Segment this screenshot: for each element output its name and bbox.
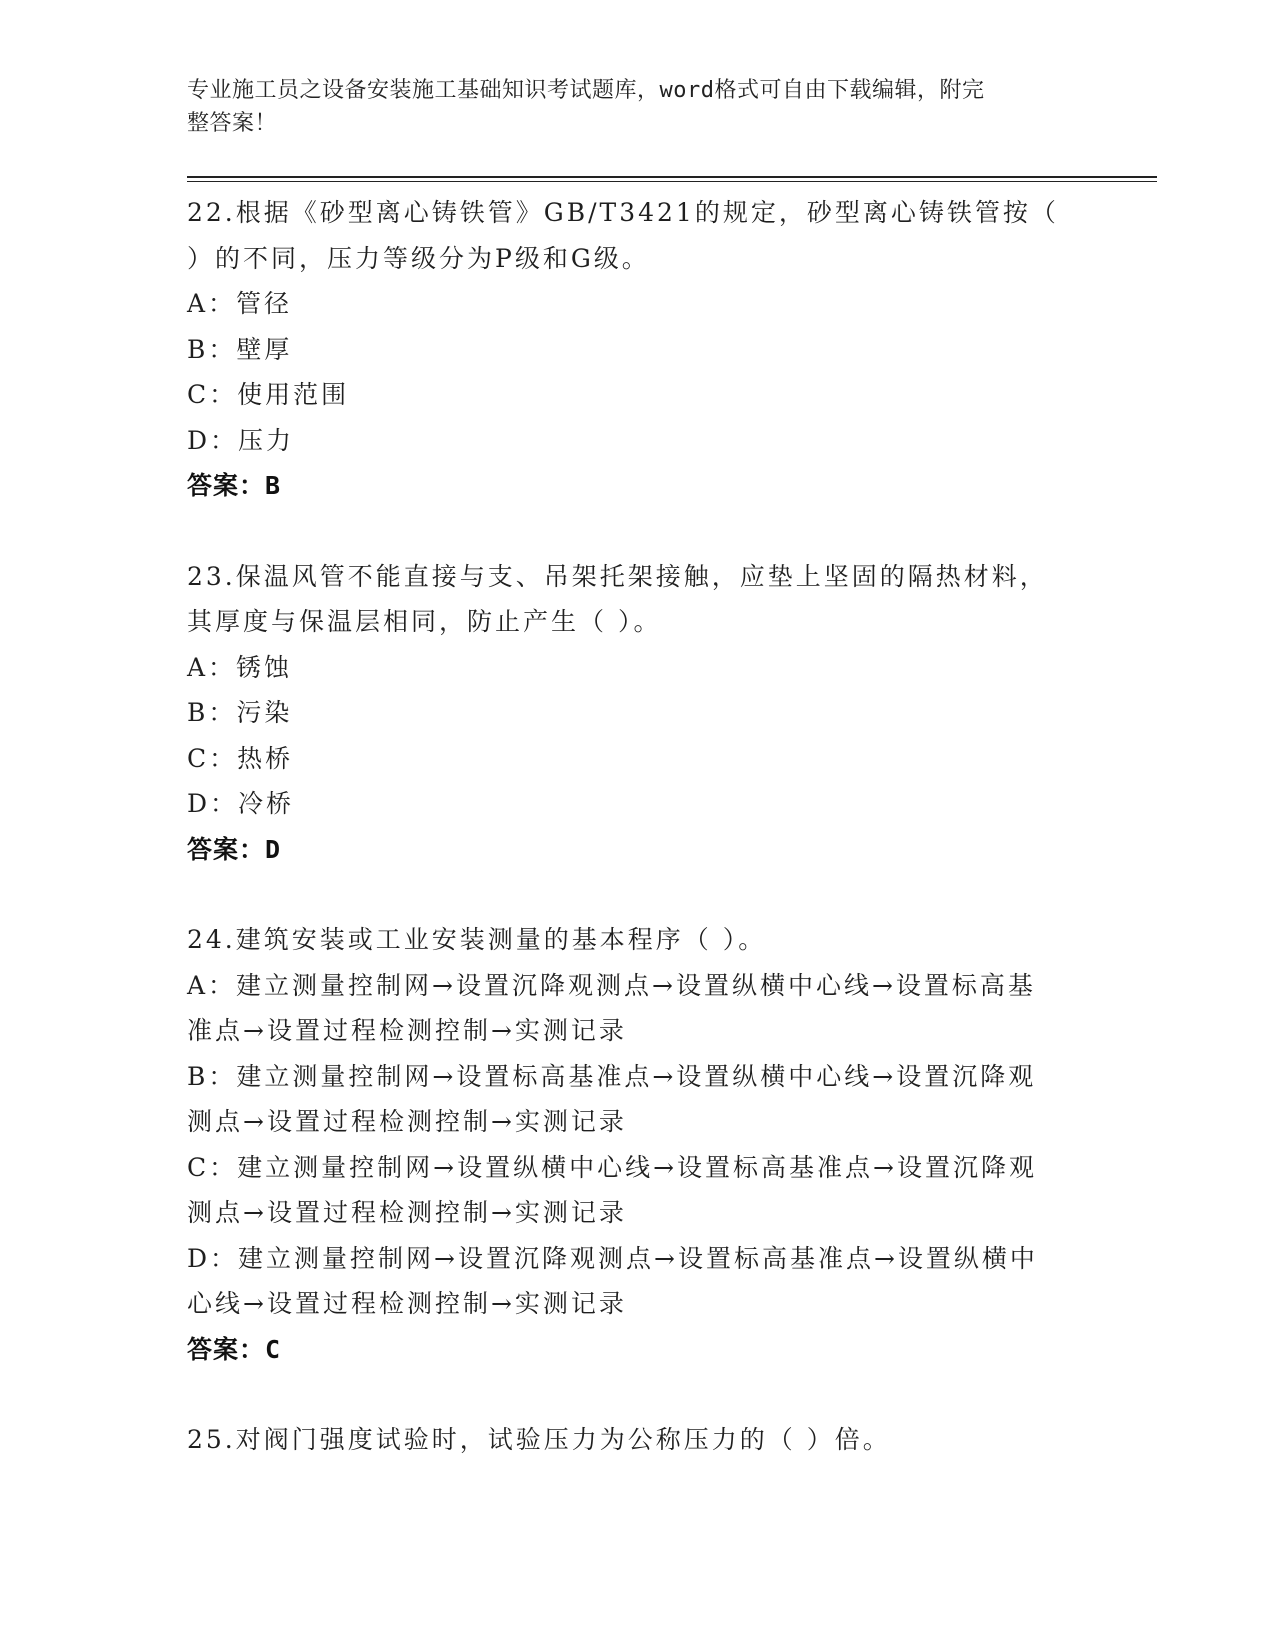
- question-spacer: [187, 1372, 1087, 1417]
- answer-option-line: A：建立测量控制网→设置沉降观测点→设置纵横中心线→设置标高基: [187, 970, 1036, 1000]
- question-block: [187, 190, 1087, 509]
- answer-option-line: 测点→设置过程检测控制→实测记录: [187, 1198, 627, 1227]
- header-line-2: 整答案！: [187, 111, 278, 136]
- answer-option: [187, 736, 1087, 782]
- answer-option-line: 心线→设置过程检测控制→实测记录: [187, 1289, 627, 1318]
- answer-option-line: C：使用范围: [187, 380, 350, 409]
- answer-option-line: B：壁厚: [187, 334, 293, 364]
- answer-option: [187, 963, 1087, 1054]
- question-stem-line: 24.建筑安装或工业安装测量的基本程序（ ）。: [187, 925, 767, 954]
- question-spacer: [187, 872, 1087, 917]
- answer-option-line: A：锈蚀: [187, 652, 293, 682]
- answer-option-line: C：建立测量控制网→设置纵横中心线→设置标高基准点→设置沉降观: [187, 1152, 1037, 1182]
- header-line-1: 专业施工员之设备安装施工基础知识考试题库，word格式可自由下载编辑，附完: [187, 78, 985, 103]
- answer-option: [187, 690, 1087, 736]
- header-divider-thick: [187, 176, 1157, 178]
- answer-option: [187, 645, 1087, 691]
- answer-option: [187, 1236, 1087, 1327]
- question-stem-line: 25.对阀门强度试验时，试验压力为公称压力的（ ）倍。: [187, 1425, 891, 1454]
- answer-key: 答案：C: [187, 1334, 282, 1364]
- answer-key: 答案：B: [187, 471, 282, 500]
- answer-option: [187, 418, 1087, 464]
- answer-option-line: B：建立测量控制网→设置标高基准点→设置纵横中心线→设置沉降观: [187, 1061, 1037, 1091]
- document-header: [187, 74, 1087, 140]
- question-block: [187, 1417, 1087, 1463]
- answer-option: [187, 781, 1087, 827]
- question-block: [187, 554, 1087, 873]
- question-spacer: [187, 509, 1087, 554]
- header-divider-thin: [187, 181, 1157, 182]
- answer-option: [187, 1054, 1087, 1145]
- answer-option: [187, 281, 1087, 327]
- answer-key: 答案：D: [187, 834, 282, 864]
- answer-option: [187, 372, 1087, 418]
- question-list: [187, 190, 1087, 1463]
- answer-option-line: A：管径: [187, 289, 293, 318]
- answer-option-line: 准点→设置过程检测控制→实测记录: [187, 1016, 627, 1045]
- answer-option-line: D：冷桥: [187, 789, 295, 818]
- question-stem-line: 22.根据《砂型离心铸铁管》GB/T3421的规定，砂型离心铸铁管按（: [187, 198, 1059, 227]
- question-stem-line: 23.保温风管不能直接与支、吊架托架接触，应垫上坚固的隔热材料，: [187, 561, 1048, 591]
- answer-option: [187, 1145, 1087, 1236]
- answer-option-line: D：建立测量控制网→设置沉降观测点→设置标高基准点→设置纵横中: [187, 1243, 1038, 1273]
- question-stem-line: 其厚度与保温层相同，防止产生（ ）。: [187, 607, 662, 636]
- answer-option-line: D：压力: [187, 425, 295, 455]
- question-stem-line: ）的不同，压力等级分为P级和G级。: [187, 243, 650, 273]
- answer-option-line: C：热桥: [187, 743, 294, 773]
- question-block: [187, 917, 1087, 1372]
- answer-option-line: 测点→设置过程检测控制→实测记录: [187, 1107, 627, 1136]
- document-page: [187, 0, 1157, 1650]
- answer-option: [187, 327, 1087, 373]
- answer-option-line: B：污染: [187, 698, 293, 727]
